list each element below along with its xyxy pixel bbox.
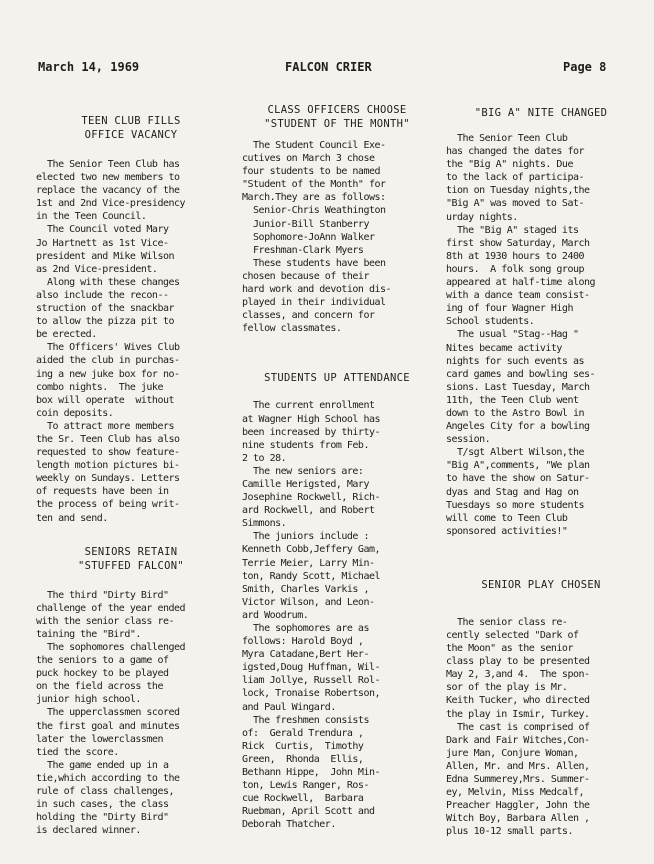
text-line: ten and send. bbox=[36, 512, 108, 524]
text-line: junior high school. bbox=[36, 694, 141, 706]
text-line: ey, Melvin, Miss Medcalf, bbox=[446, 787, 585, 799]
text-line: The third "Dirty Bird" bbox=[36, 589, 169, 601]
headline-line: "STUDENT OF THE MONTH" bbox=[264, 118, 410, 130]
text-line: Simmons. bbox=[242, 518, 287, 530]
headline-line: CLASS OFFICERS CHOOSE bbox=[267, 104, 407, 116]
text-line: will come to Teen Club bbox=[446, 512, 568, 524]
text-line: combo nights. The juke bbox=[36, 381, 163, 393]
text-line: hours. A folk song group bbox=[446, 263, 585, 275]
text-line: Senior-Chris Weathington bbox=[242, 205, 386, 217]
text-line: box will operate without bbox=[36, 394, 175, 406]
text-line: sions. Last Tuesday, March bbox=[446, 381, 590, 393]
article-body bbox=[36, 589, 226, 838]
text-line: chosen because of their bbox=[242, 270, 369, 282]
text-line: down to the Astro Bowl in bbox=[446, 407, 585, 419]
text-line: "Big A",comments, "We plan bbox=[446, 460, 590, 472]
text-line: four students to be named bbox=[242, 166, 381, 178]
text-line: The Officers' Wives Club bbox=[36, 342, 180, 354]
text-line: lock, Tronaise Robertson, bbox=[242, 688, 381, 700]
text-line: cently selected "Dark of bbox=[446, 630, 579, 641]
text-line: 8th at 1930 hours to 2400 bbox=[446, 250, 585, 262]
text-line: May 2, 3,and 4. The spon- bbox=[446, 669, 590, 681]
article-attendance bbox=[242, 371, 432, 831]
text-line: length motion pictures bi- bbox=[36, 460, 180, 472]
text-line: on the field across the bbox=[36, 681, 163, 693]
text-line: The Senior Teen Club has bbox=[36, 159, 180, 170]
text-line: Freshman-Clark Myers bbox=[242, 244, 364, 256]
text-line: The "Big A" staged its bbox=[446, 224, 579, 236]
text-line: requested to show feature- bbox=[36, 447, 180, 459]
text-line: cutives on March 3 chose bbox=[242, 153, 375, 165]
text-line: Camille Herigsted, Mary bbox=[242, 478, 369, 490]
text-line: nine students from Feb. bbox=[242, 439, 369, 451]
text-line: Preacher Haggler, John the bbox=[446, 800, 590, 812]
headline-senior-play bbox=[446, 578, 636, 592]
text-line: The upperclassmen scored bbox=[36, 707, 180, 719]
text-line: of: Gerald Trendura , bbox=[242, 727, 364, 739]
text-line: has changed the dates for bbox=[446, 146, 585, 158]
headline-line: "STUFFED FALCON" bbox=[78, 559, 184, 572]
text-line: struction of the snackbar bbox=[36, 303, 175, 315]
text-line: taining the "Bird". bbox=[36, 628, 141, 640]
article-body bbox=[36, 158, 226, 525]
text-line: the first goal and minutes bbox=[36, 720, 180, 732]
text-line: plus 10-12 small parts. bbox=[446, 826, 573, 838]
text-line: the play in Ismir, Turkey. bbox=[446, 708, 590, 720]
text-line: the process of being writ- bbox=[36, 499, 180, 511]
text-line: The Senior Teen Club bbox=[446, 133, 568, 144]
text-line: These students have been bbox=[242, 257, 386, 269]
text-line: dyas and Stag and Hag on bbox=[446, 486, 579, 498]
headline-line: TEEN CLUB FILLS bbox=[81, 115, 181, 127]
text-line: played in their individual bbox=[242, 297, 386, 309]
text-line: Rick Curtis, Timothy bbox=[242, 740, 364, 752]
text-line: Ruebman, April Scott and bbox=[242, 806, 375, 818]
text-line: classes, and concern for bbox=[242, 310, 375, 322]
headline-attendance bbox=[242, 371, 432, 385]
text-line: ton, Randy Scott, Michael bbox=[242, 570, 381, 582]
text-line: Deborah Thatcher. bbox=[242, 819, 336, 831]
article-senior-play bbox=[446, 578, 636, 839]
text-line: Keith Tucker, who directed bbox=[446, 695, 590, 707]
text-line: Green, Rhonda Ellis, bbox=[242, 753, 364, 765]
text-line: Junior-Bill Stanberry bbox=[242, 218, 369, 230]
text-line: jure Man, Conjure Woman, bbox=[446, 747, 579, 759]
text-line: as 2nd Vice-president. bbox=[36, 263, 158, 275]
text-line: in the Teen Council. bbox=[36, 211, 147, 223]
text-line: Jo Hartnett as 1st Vice- bbox=[36, 237, 169, 249]
article-body bbox=[446, 132, 636, 538]
text-line: The senior class re- bbox=[446, 616, 568, 628]
text-line: 1st and 2nd Vice-presidency bbox=[36, 198, 186, 210]
headline-class-officers bbox=[242, 103, 432, 131]
text-line: Angeles City for a bowling bbox=[446, 421, 590, 433]
text-line: the Moon" as the senior bbox=[446, 643, 573, 655]
text-line: To attract more members bbox=[36, 420, 175, 432]
headline-line: OFFICE VACANCY bbox=[84, 129, 178, 141]
text-line: president and Mike Wilson bbox=[36, 250, 175, 262]
text-line: tied the score. bbox=[36, 746, 119, 758]
text-line: ard Rockwell, and Robert bbox=[242, 505, 375, 517]
text-line: 11th, the Teen Club went bbox=[446, 394, 579, 406]
text-line: rule of class challenges, bbox=[36, 786, 175, 798]
text-line: The cast is comprised of bbox=[446, 721, 590, 733]
text-line: Josephine Rockwell, Rich- bbox=[242, 492, 381, 504]
text-line: Tuesdays so more students bbox=[446, 499, 585, 511]
text-line: Edna Summerey,Mrs. Summer- bbox=[446, 774, 590, 786]
text-line: "Student of the Month" for bbox=[242, 179, 386, 191]
text-line: Along with these changes bbox=[36, 276, 180, 288]
text-line: to have the show on Satur- bbox=[446, 473, 590, 485]
text-line: "Big A" was moved to Sat- bbox=[446, 198, 585, 210]
text-line: The Council voted Mary bbox=[36, 224, 169, 236]
text-line: session. bbox=[446, 434, 491, 446]
text-line: to the lack of participa- bbox=[446, 172, 585, 184]
text-line: weekly on Sundays. Letters bbox=[36, 473, 180, 485]
text-line: with the senior class re- bbox=[36, 615, 175, 627]
article-body bbox=[446, 616, 636, 839]
article-seniors-retain bbox=[36, 545, 226, 838]
text-line: at Wagner High School has bbox=[242, 413, 381, 425]
text-line: The new seniors are: bbox=[242, 465, 364, 477]
text-line: The current enrollment bbox=[242, 400, 375, 412]
headline-line: STUDENTS UP ATTENDANCE bbox=[264, 372, 410, 385]
text-line: the Sr. Teen Club has also bbox=[36, 433, 180, 445]
text-line: Bethann Hippe, John Min- bbox=[242, 767, 381, 779]
text-line: fellow classmates. bbox=[242, 323, 342, 335]
headline-line: SENIORS RETAIN bbox=[84, 545, 178, 558]
article-body bbox=[242, 139, 432, 335]
text-line: The game ended up in a bbox=[36, 759, 169, 771]
text-line: Nites became activity bbox=[446, 342, 562, 354]
text-line: urday nights. bbox=[446, 211, 518, 223]
text-line: The sophomores are as bbox=[242, 623, 369, 634]
text-line: The Student Council Exe- bbox=[242, 140, 386, 151]
text-line: in such cases, the class bbox=[36, 799, 169, 811]
text-line: sponsored activities!" bbox=[446, 525, 568, 537]
text-line: The sophomores challenged bbox=[36, 642, 186, 653]
text-line: igsted,Doug Huffman, Wil- bbox=[242, 662, 381, 674]
text-line: and Paul Wingard. bbox=[242, 701, 336, 713]
text-line: first show Saturday, March bbox=[446, 237, 590, 249]
column-3 bbox=[446, 106, 636, 839]
article-big-a bbox=[446, 106, 636, 538]
text-line: Kenneth Cobb,Jeffery Gam, bbox=[242, 544, 381, 556]
text-line: tion on Tuesday nights,the bbox=[446, 185, 590, 197]
text-line: Smith, Charles Varkis , bbox=[242, 583, 369, 595]
headline-teen-club bbox=[36, 114, 226, 142]
page-number: Page 8 bbox=[563, 60, 607, 74]
text-line: Myra Catadane,Bert Her- bbox=[242, 649, 369, 661]
text-line: The usual "Stag--Hag " bbox=[446, 329, 579, 341]
headline-seniors-retain bbox=[36, 545, 226, 573]
text-line: ing of four Wagner High bbox=[446, 303, 573, 315]
text-line: elected two new members to bbox=[36, 172, 180, 184]
column-1 bbox=[36, 114, 226, 837]
text-line: the seniors to a game of bbox=[36, 655, 169, 667]
text-line: of requests have been in bbox=[36, 486, 169, 498]
issue-date: March 14, 1969 bbox=[38, 60, 140, 74]
text-line: is declared winner. bbox=[36, 825, 141, 837]
text-line: been increased by thirty- bbox=[242, 426, 381, 438]
text-line: ing a new juke box for no- bbox=[36, 368, 180, 380]
text-line: The juniors include : bbox=[242, 531, 369, 543]
article-body bbox=[242, 399, 432, 831]
text-line: replace the vacancy of the bbox=[36, 185, 180, 197]
text-line: to allow the pizza pit to bbox=[36, 316, 175, 328]
text-line: follows: Harold Boyd , bbox=[242, 636, 364, 648]
newspaper-name: FALCON CRIER bbox=[285, 60, 372, 74]
article-class-officers bbox=[242, 103, 432, 335]
text-line: aided the club in purchas- bbox=[36, 355, 180, 367]
text-line: later the lowerclassmen bbox=[36, 733, 163, 745]
text-line: tie,which according to the bbox=[36, 772, 180, 784]
text-line: puck hockey to be played bbox=[36, 668, 169, 680]
text-line: also include the recon-- bbox=[36, 289, 169, 301]
text-line: nights for such events as bbox=[446, 355, 585, 367]
text-line: card games and bowling ses- bbox=[446, 368, 596, 380]
text-line: holding the "Dirty Bird" bbox=[36, 812, 169, 824]
text-line: Terrie Meier, Larry Min- bbox=[242, 557, 375, 569]
text-line: T/sgt Albert Wilson,the bbox=[446, 447, 585, 459]
text-line: cue Rockwell, Barbara bbox=[242, 793, 364, 805]
text-line: Witch Boy, Barbara Allen , bbox=[446, 813, 590, 825]
text-line: Allen, Mr. and Mrs. Allen, bbox=[446, 760, 590, 772]
headline-big-a bbox=[446, 106, 636, 120]
text-line: Victor Wilson, and Leon- bbox=[242, 596, 375, 608]
text-line: ton, Lewis Ranger, Ros- bbox=[242, 780, 369, 792]
text-line: School students. bbox=[446, 316, 535, 328]
column-2 bbox=[242, 103, 432, 832]
headline-line: "BIG A" NITE CHANGED bbox=[474, 107, 608, 119]
text-line: hard work and devotion dis- bbox=[242, 284, 392, 296]
text-line: coin deposits. bbox=[36, 407, 114, 419]
text-line: with a dance team consist- bbox=[446, 290, 590, 302]
text-line: Dark and Fair Witches,Con- bbox=[446, 734, 590, 746]
text-line: be erected. bbox=[36, 329, 97, 341]
text-line: ard Woodrum. bbox=[242, 609, 309, 621]
article-teen-club bbox=[36, 114, 226, 525]
text-line: challenge of the year ended bbox=[36, 602, 186, 614]
text-line: March.They are as follows: bbox=[242, 192, 386, 204]
text-line: class play to be presented bbox=[446, 656, 590, 668]
text-line: the "Big A" nights. Due bbox=[446, 159, 573, 171]
text-line: appeared at half-time along bbox=[446, 277, 596, 289]
text-line: liam Jollye, Russell Rol- bbox=[242, 675, 381, 687]
headline-line: SENIOR PLAY CHOSEN bbox=[481, 578, 601, 591]
text-line: Sophomore-JoAnn Walker bbox=[242, 231, 375, 243]
text-line: sor of the play is Mr. bbox=[446, 682, 568, 694]
text-line: The freshmen consists bbox=[242, 714, 369, 726]
text-line: 2 to 28. bbox=[242, 452, 287, 464]
page-header bbox=[0, 60, 654, 80]
